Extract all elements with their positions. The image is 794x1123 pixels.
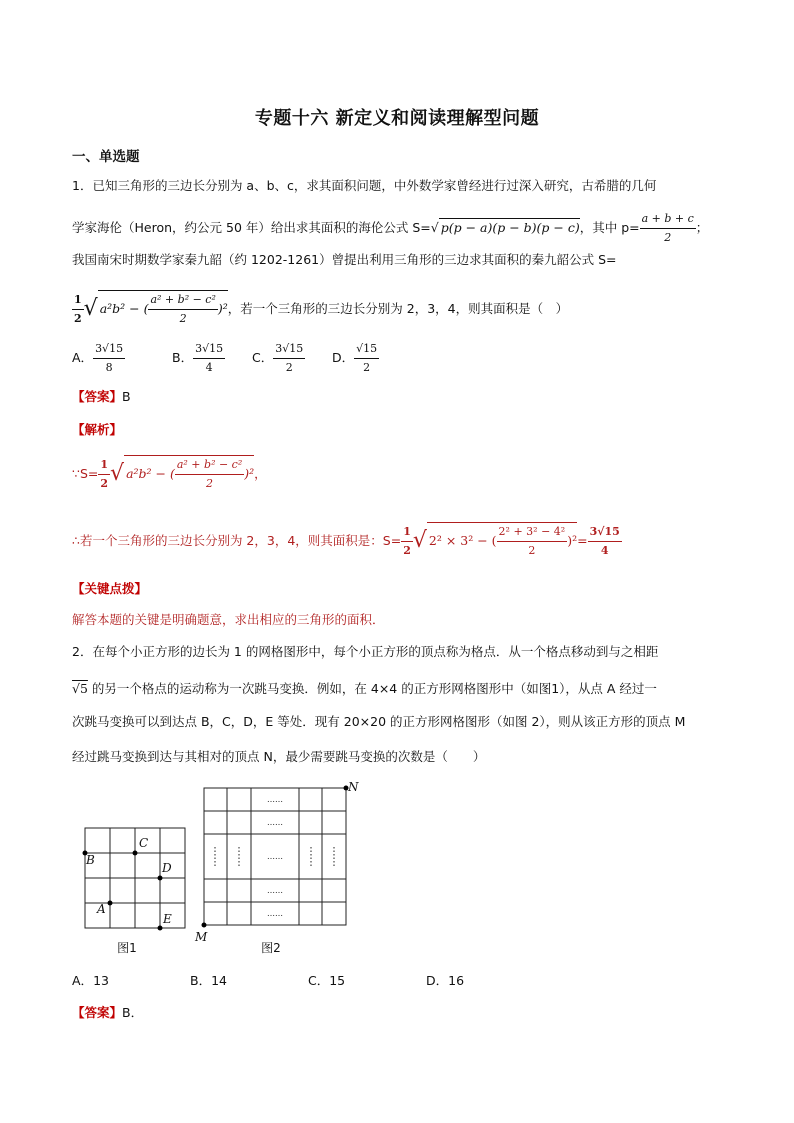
- key-point-tag: 【关键点拨】: [72, 581, 148, 596]
- answer-tag: 【答案】: [72, 1005, 123, 1020]
- qin-formula-fraction: [148, 291, 217, 328]
- q1-option-a[interactable]: A． $\frac{3√15}{8}$: [72, 342, 124, 374]
- half-numerator: 1: [72, 291, 84, 310]
- point-m: [202, 923, 207, 928]
- section-heading: 一、单选题: [72, 149, 140, 165]
- q2-line-3: 次跳马变换可以到达点 B，C，D，E 等处．现有 20×20 的正方形网格图形（如图 2），则从该正方形的顶点 M: [72, 714, 686, 729]
- q2-line-1: 2．在每个小正方形的边长为 1 的网格图形中，每个小正方形的顶点称为格点．从一个格点移动到与之相距: [72, 644, 659, 659]
- point-d: [158, 876, 163, 881]
- q2-answer: [72, 1004, 143, 1022]
- label-b: B: [86, 853, 95, 867]
- fig2-caption: 图2: [261, 941, 281, 955]
- q1-options: [72, 340, 412, 374]
- heron-formula: p(p − a)(p − b)(p − c): [440, 220, 580, 235]
- radical-sign: √: [83, 296, 98, 321]
- qin-frac-num: a² + b² − c²: [148, 291, 217, 310]
- q2-option-c[interactable]: C．15: [308, 973, 346, 988]
- point-c: [133, 851, 138, 856]
- page-title: 专题十六 新定义和阅读理解型问题: [254, 108, 540, 129]
- label-c: C: [139, 836, 149, 850]
- q2-option-a[interactable]: A．13: [72, 973, 109, 988]
- figures: [75, 775, 365, 960]
- qin-formula-main: a²b² − (: [99, 301, 149, 316]
- qin-frac-den: 2: [179, 312, 187, 325]
- q1-line-2-mid: ，其中 p=: [579, 220, 640, 235]
- svg-text:……: ……: [267, 909, 283, 918]
- radical-sign: √: [110, 461, 125, 486]
- q2-line-2: √5 的另一个格点的运动称为一次跳马变换．例如，在 4×4 的正方形网格图形中（如图1），从点 A 经过一: [72, 681, 657, 696]
- qin-formula-line: [72, 290, 568, 326]
- q1-option-d[interactable]: D． $\frac{√15}{2}$: [332, 342, 378, 374]
- label-a: A: [97, 902, 106, 916]
- q1-line-2-end: ；: [695, 220, 709, 235]
- label-m: M: [195, 930, 208, 944]
- q1-line-2-text: 学家海伦（Heron，约公元 50 年）给出求其面积的海伦公式 S=: [72, 220, 431, 235]
- q1-analysis-tag: 【解析】: [72, 422, 123, 437]
- answer-value: B: [122, 389, 131, 404]
- answer-tag: 【答案】: [72, 389, 123, 404]
- analysis-1-formula: a²b² − ( $\frac{\text{a² + b² − c²}}{2}$ )²: [124, 455, 254, 493]
- svg-text:……: ……: [267, 818, 283, 827]
- fig1-caption: 图1: [117, 941, 137, 955]
- analysis-2-formula: 2² × 3² − ( $\frac{\text{2² + 3² − 4²}}{2}$ )²: [427, 522, 577, 560]
- q1-line-4-end: ，若一个三角形的三边长分别为 2，3，4，则其面积是（ ）: [227, 301, 569, 316]
- answer-value: B．: [122, 1005, 144, 1020]
- p-numerator: a + b + c: [640, 210, 696, 229]
- heron-formula-radical: √ p(p − a)(p − b)(p − c): [430, 220, 580, 235]
- q2-option-d[interactable]: D．16: [426, 973, 465, 988]
- half-fraction: [72, 291, 84, 328]
- svg-text:……: ……: [267, 795, 283, 804]
- label-n: N: [348, 780, 359, 794]
- q1-line-3: 我国南宋时期数学家秦九韶（约 1202-1261）曾提出利用三角形的三边求其面积的秦九韶公式 S=: [72, 252, 617, 267]
- analysis-2-pre: ∴若一个三角形的三边长分别为 2，3，4，则其面积是：S=: [72, 533, 402, 548]
- q2-line-4: 经过跳马变换到达与其相对的顶点 N，最少需要跳马变换的次数是（ ）: [72, 749, 486, 764]
- half-denominator: 2: [74, 311, 82, 325]
- analysis-result: $\frac{3√15}{4}$: [589, 524, 620, 557]
- q1-option-b[interactable]: B． $\frac{3√15}{4}$: [172, 342, 224, 374]
- figure-2-ellipsis: [267, 795, 283, 918]
- svg-text:……: ……: [267, 852, 283, 861]
- analysis-1-pre: ∵S=: [72, 466, 99, 481]
- q1-answer: [72, 388, 131, 406]
- svg-text:……: ……: [267, 886, 283, 895]
- label-d: D: [162, 861, 172, 875]
- q1-line-1: 1．已知三角形的三边长分别为 a、b、c，求其面积问题，中外数学家曾经进行过深入研究，古希腊的几何: [72, 178, 657, 193]
- qin-formula-close: )²: [217, 301, 228, 316]
- point-a: [108, 901, 113, 906]
- q1-line-2: [72, 210, 708, 247]
- analysis-line-2: ∴若一个三角形的三边长分别为 2，3，4，则其面积是：S= $\frac{1}{2}$ √ 2² × 3² − ( $\frac{\text{2² + 3² − 4²}}{2}$ )²= $\frac{3√15}{4}$: [72, 522, 622, 558]
- analysis-line-1: ∵S= $\frac{1}{2}$ √ a²b² − ( $\frac{\text{a² + b² − c²}}{2}$ )²，: [72, 455, 267, 491]
- key-point-text: 解答本题的关键是明确题意，求出相应的三角形的面积．: [72, 612, 385, 627]
- sqrt5: √5: [72, 681, 88, 696]
- p-fraction: [640, 210, 696, 247]
- q2-options: [72, 972, 544, 990]
- qin-formula-body: [98, 290, 228, 328]
- label-e: E: [163, 912, 172, 926]
- q1-option-c[interactable]: C． $\frac{3√15}{2}$: [252, 342, 304, 374]
- p-denominator: 2: [664, 231, 672, 244]
- point-e: [158, 926, 163, 931]
- q2-option-b[interactable]: B．14: [190, 973, 227, 988]
